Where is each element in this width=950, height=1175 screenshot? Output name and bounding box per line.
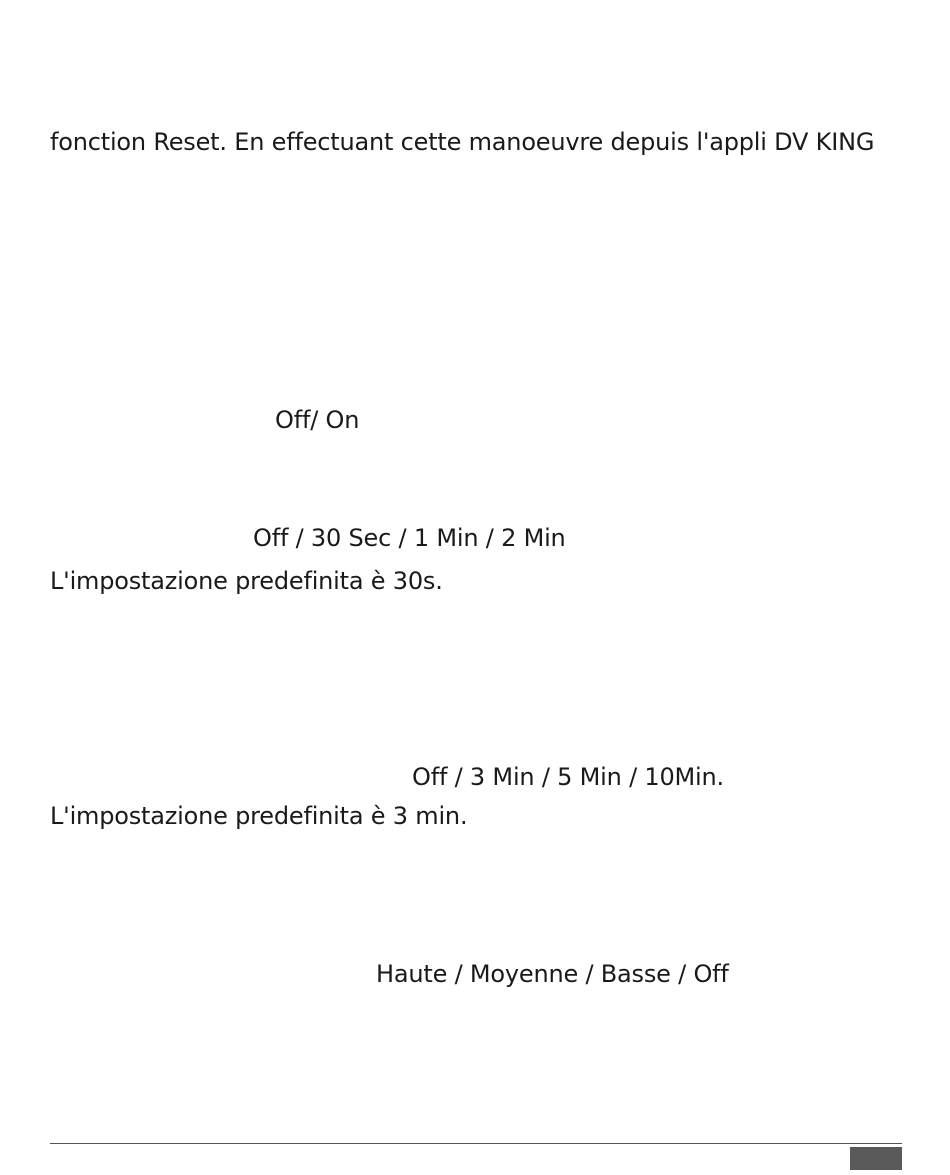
sensitivity-options-text: Haute / Moyenne / Basse / Off [376,960,729,988]
reset-note-text: fonction Reset. En effectuant cette manoeuvre depuis l'appli DV KING [50,128,875,156]
page-number-tab [850,1147,902,1170]
auto-off-default-text: L'impostazione predefinita è 3 min. [50,802,468,830]
screensaver-default-text: L'impostazione predefinita è 30s. [50,567,443,595]
footer-divider [50,1143,902,1144]
auto-off-options-text: Off / 3 Min / 5 Min / 10Min. [412,763,724,791]
off-on-option-text: Off/ On [275,406,360,434]
screensaver-options-text: Off / 30 Sec / 1 Min / 2 Min [253,524,566,552]
